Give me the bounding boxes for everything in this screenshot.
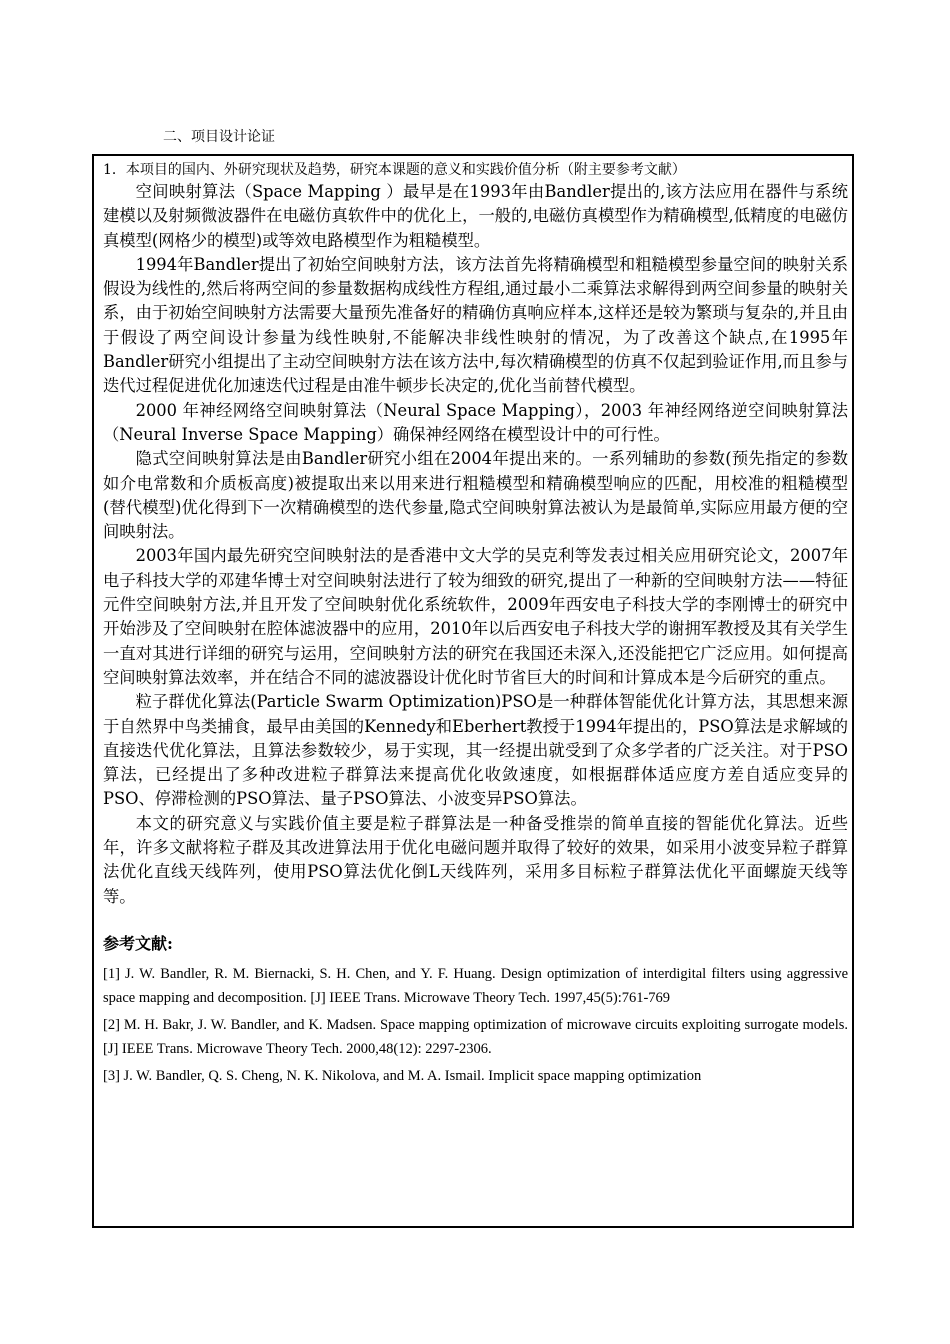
- paragraph: 空间映射算法（Space Mapping ）最早是在1993年由Bandler提出的,该方法应用在器件与系统建模以及射频微波器件在电磁仿真软件中的优化上，一般的,电磁仿真模型作为精确模型,低精度的电磁仿真模型(网格少的模型)或等效电路模型作为粗糙模型。: [103, 182, 848, 250]
- reference-item: [2] M. H. Bakr, J. W. Bandler, and K. Madsen. Space mapping optimization of microwave circuits exploiting surrogate models. [J] IEEE Trans. Microwave Theory Tech. 2000,48(12): 2297-2306.: [103, 1016, 848, 1057]
- references-list: [94, 962, 852, 1088]
- content-box: [92, 154, 854, 1228]
- paragraph: 2000 年神经网络空间映射算法（Neural Space Mapping），2003 年神经网络逆空间映射算法（Neural Inverse Space Mapping）确保神经网络在模型设计中的可行性。: [103, 400, 848, 444]
- reference-item: [1] J. W. Bandler, R. M. Biernacki, S. H. Chen, and Y. F. Huang. Design optimization of interdigital filters using aggressive space mapping and decomposition. [J] IEEE Trans. Microwave Theory Tech. 1997,45(5):761-769: [103, 965, 848, 1006]
- references-title: 参考文献:: [103, 933, 173, 953]
- paragraph: 本文的研究意义与实践价值主要是粒子群算法是一种备受推崇的简单直接的智能优化算法。近些年，许多文献将粒子群及其改进算法用于优化电磁问题并取得了较好的效果，如采用小波变异粒子群算法优化直线天线阵列，使用PSO算法优化倒L天线阵列，采用多目标粒子群算法优化平面螺旋天线等等。: [103, 813, 848, 906]
- paragraph: 粒子群优化算法(Particle Swarm Optimization)PSO是一种群体智能优化计算方法，其思想来源于自然界中鸟类捕食，最早由美国的Kennedy和Eberhert教授于1994年提出的，PSO算法是求解域的直接迭代优化算法，且算法参数较少，易于实现，其一经提出就受到了众多学者的广泛关注。对于PSO算法，已经提出了多种改进粒子群算法来提高优化收敛速度，如根据群体适应度方差自适应变异的PSO、停滞检测的PSO算法、量子PSO算法、小波变异PSO算法。: [103, 692, 848, 809]
- paragraph: 2003年国内最先研究空间映射法的是香港中文大学的吴克利等发表过相关应用研究论文，2007年电子科技大学的邓建华博士对空间映射法进行了较为细致的研究,提出了一种新的空间映射方法——特征元件空间映射方法,并且开发了空间映射优化系统软件，2009年西安电子科技大学的李刚博士的研究中开始涉及了空间映射在腔体滤波器中的应用，2010年以后西安电子科技大学的谢拥军教授及其有关学生一直对其进行详细的研究与运用，空间映射方法的研究在我国还未深入,还没能把它广泛应用。如何提高空间映射算法效率，并在结合不同的滤波器设计优化时节省巨大的时间和计算成本是今后研究的重点。: [103, 546, 848, 687]
- paragraph: 1994年Bandler提出了初始空间映射方法，该方法首先将精确模型和粗糙模型参量空间的映射关系假设为线性的,然后将两空间的参量数据构成线性方程组,通过最小二乘算法求解得到两空间参量的映射关系，由于初始空间映射方法需要大量预先准备好的精确仿真响应样本,这样还是较为繁琐与复杂的,并且由于假设了两空间设计参量为线性映射,不能解决非线性映射的情况，为了改善这个缺点,在1995年Bandler研究小组提出了主动空间映射方法在该方法中,每次精确模型的仿真不仅起到验证作用,而且参与迭代过程促进优化加速迭代过程是由准牛顿步长决定的,优化当前替代模型。: [103, 254, 848, 396]
- reference-item: [3] J. W. Bandler, Q. S. Cheng, N. K. Nikolova, and M. A. Ismail. Implicit space mapping optimization: [103, 1067, 702, 1084]
- body-text: [94, 180, 852, 909]
- box-heading: 1．本项目的国内、外研究现状及趋势，研究本课题的意义和实践价值分析（附主要参考文献）: [103, 162, 686, 178]
- section-title: 二、项目设计论证: [163, 129, 275, 145]
- paragraph: 隐式空间映射算法是由Bandler研究小组在2004年提出来的。一系列辅助的参数(预先指定的参数如介电常数和介质板高度)被提取出来以用来进行粗糙模型和精确模型响应的匹配，用校准的粗糙模型(替代模型)优化得到下一次精确模型的迭代参量,隐式空间映射算法被认为是最简单,实际应用最方便的空间映射法。: [103, 449, 848, 542]
